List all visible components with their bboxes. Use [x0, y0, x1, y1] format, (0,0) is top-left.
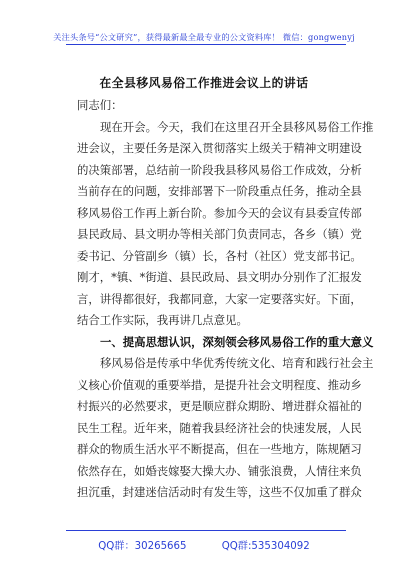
document-body: [77, 95, 374, 504]
paragraph-line: 委书记、分管副乡（镇）长，各村（社区）党支部书记。: [77, 248, 362, 263]
paragraph-line: 群众的物质生活水平不断提高，但在一些地方，陈规陋习: [77, 442, 362, 456]
qq-group-2: QQ群:535304092: [221, 541, 310, 552]
paragraph-line: 民生工程。近年来，随着我县经济社会的快速发展，人民: [77, 420, 362, 435]
document-title: 在全县移风易俗工作推进会议上的讲话: [99, 76, 309, 90]
header-divider: [66, 44, 346, 45]
paragraph-line: 义核心价值观的重要举措，是提升社会文明程度、推动乡: [77, 377, 362, 392]
paragraph-line: 现在开会。今天，我们在这里召开全县移风易俗工作推: [100, 119, 374, 134]
section-heading: 一、提高思想认识，深刻领会移风易俗工作的重大意义: [100, 334, 374, 349]
header-promo-note: 关注头条号“公文研究”，获得最新最全最专业的公文资料库！ 微信：gongwenyj: [53, 32, 355, 42]
footer-divider: [66, 530, 346, 531]
paragraph-line: 县民政局、县文明办等相关部门负责同志，各乡（镇）党: [77, 227, 362, 241]
paragraph-line: 的决策部署，总结前一阶段我县移风易俗工作成效，分析: [77, 162, 362, 177]
qq-group-1: QQ群：30265665: [98, 541, 187, 552]
paragraph-line: 言，讲得都很好，我都同意，大家一定要落实好。下面，: [77, 291, 362, 306]
paragraph-line: 进会议，主要任务是深入贯彻落实上级关于精神文明建设: [77, 141, 362, 155]
paragraph-line: 当前存在的问题，安排部署下一阶段重点任务，推动全县: [77, 184, 362, 198]
paragraph-line: 移风易俗工作再上新台阶。参加今天的会议有县委宣传部: [77, 205, 362, 220]
paragraph-line: 村振兴的必然要求，更是顺应群众期盼、增进群众福祉的: [77, 399, 362, 413]
paragraph-line: 依然存在，如婚丧嫁娶大操大办、铺张浪费，人情往来负: [77, 463, 362, 478]
salutation: 同志们：: [77, 98, 123, 112]
paragraph-line: 结合工作实际，我再讲几点意见。: [77, 313, 248, 327]
footer-contacts: [0, 537, 408, 552]
paragraph-line: 移风易俗是传承中华优秀传统文化、培育和践行社会主: [100, 356, 374, 370]
paragraph-line: 担沉重，封建迷信活动时有发生等，这些不仅加重了群众: [77, 485, 362, 499]
paragraph-line: 刚才，*镇、*街道、县民政局、县文明办分别作了汇报发: [77, 270, 362, 284]
